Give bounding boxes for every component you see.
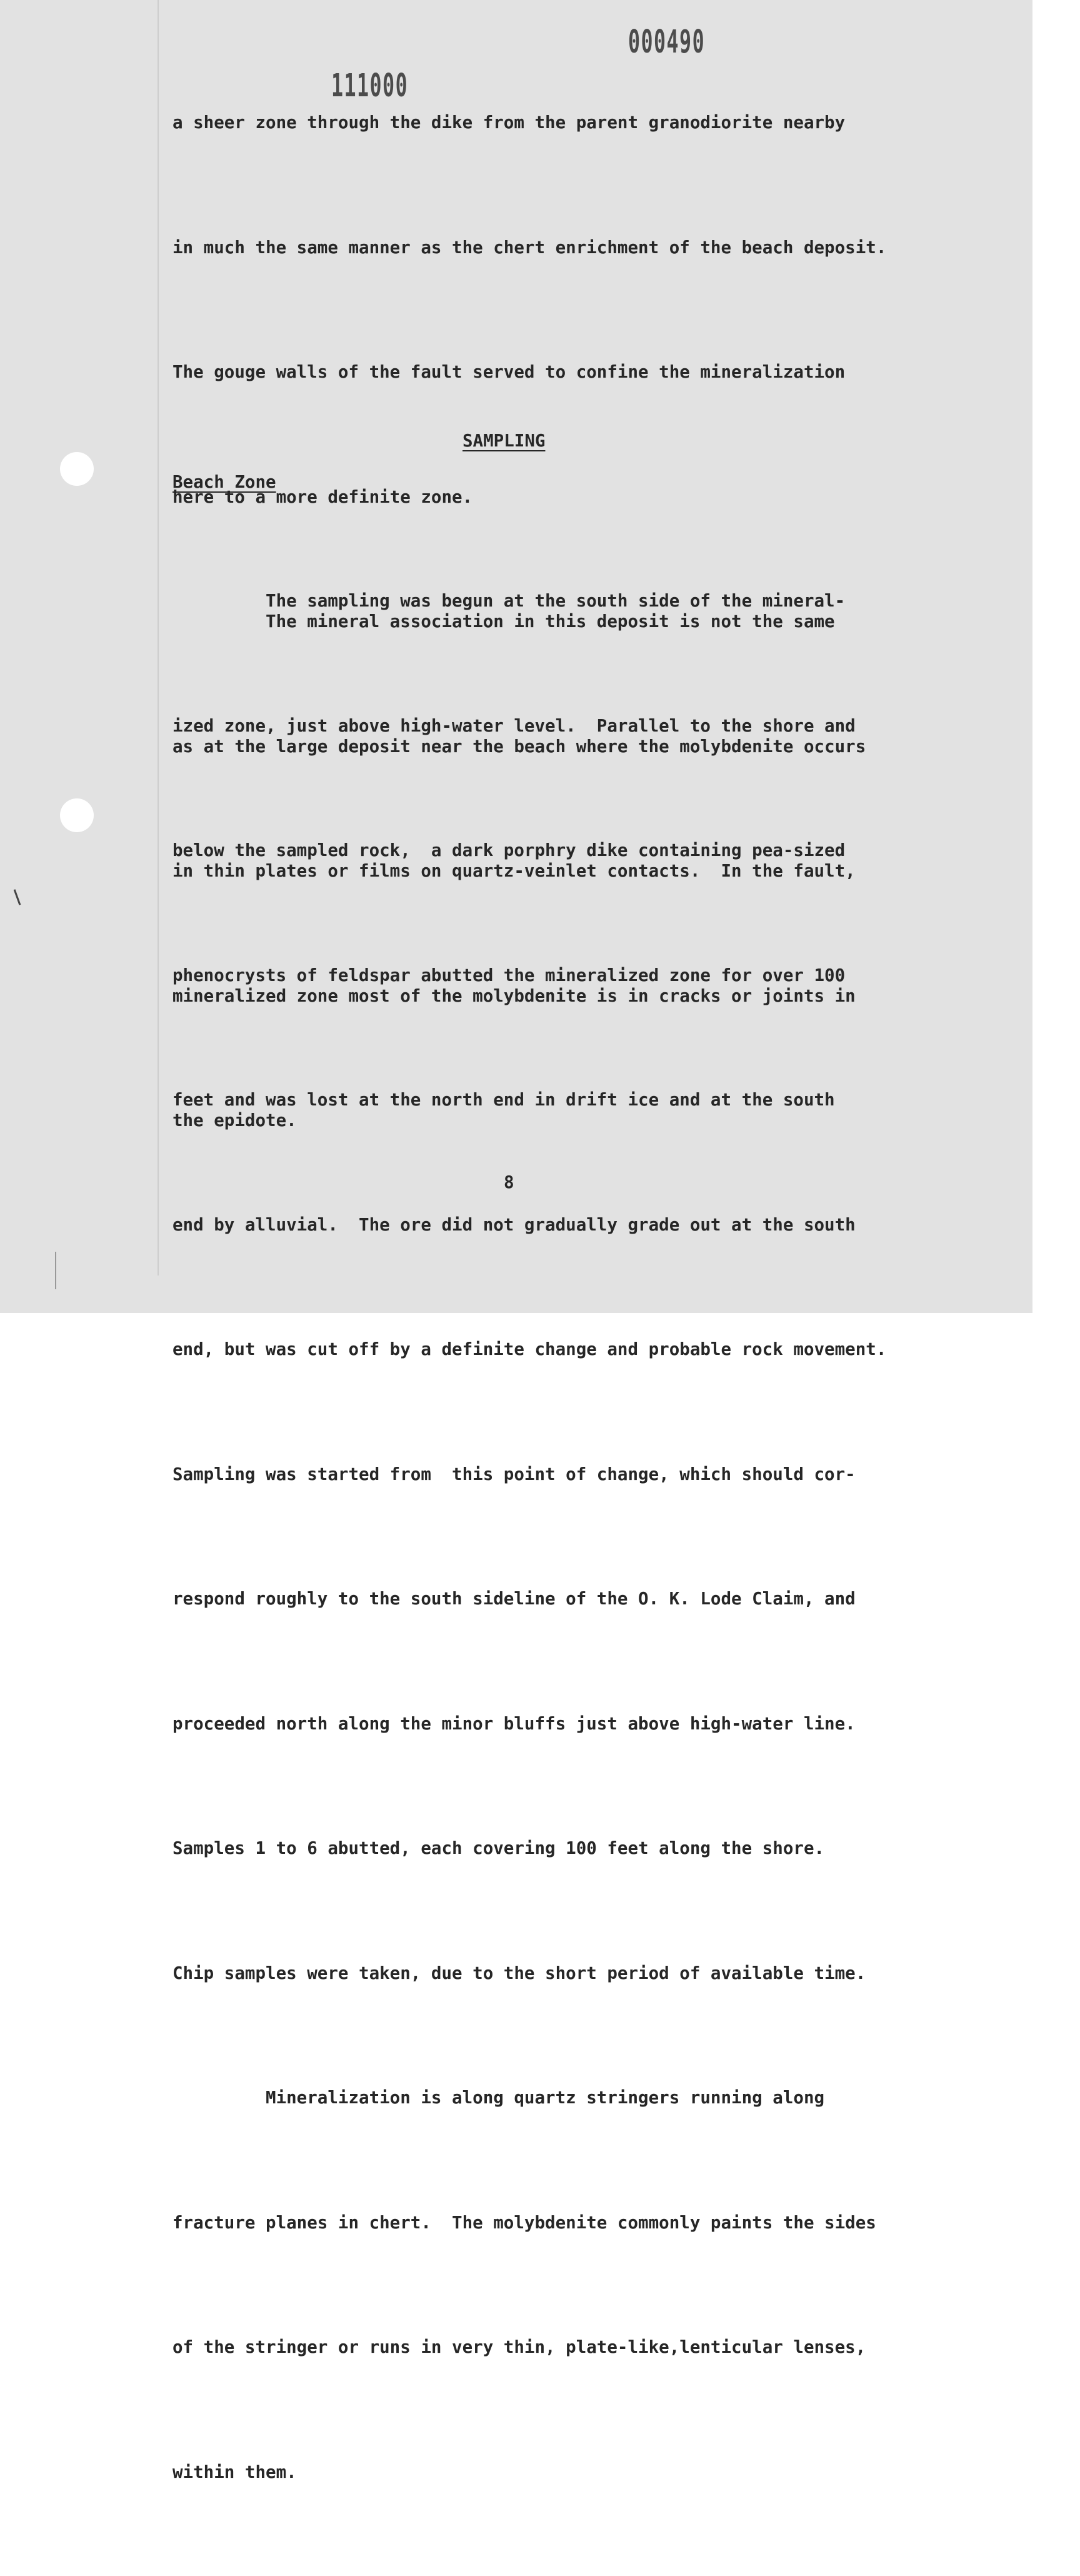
text-line: The mineral association in this deposit is not the same [172,611,835,631]
text-line: Samples 1 to 6 abutted, each covering 100 feet along the shore. [172,1838,825,1858]
body-text-bottom [172,497,886,2576]
document-stamp-overlay: 111000 [331,68,409,104]
text-line: Mineralization is along quartz stringers running along [172,2088,825,2108]
text-line: Sampling was started from this point of change, which should cor- [172,1464,856,1484]
subsection-heading: Beach Zone [172,472,276,492]
text-line: ized zone, just above high-water level. Parallel to the shore and [172,715,856,736]
text-line: here to a more definite zone. [172,486,473,507]
text-line: in thin plates or films on quartz-veinlet contacts. In the fault, [172,861,856,881]
text-line: feet and was lost at the north end in drift ice and at the south [172,1090,835,1110]
text-line: The gouge walls of the fault served to confine the mineralization [172,362,846,382]
sheet-edge-line [158,0,159,1275]
text-line: Chip samples were taken, due to the short period of available time. [172,1963,866,1983]
corner-mark [55,1252,56,1289]
text-line: a sheer zone through the dike from the parent granodiorite nearby [172,113,846,133]
text-line: proceeded north along the minor bluffs just above high-water line. [172,1713,856,1734]
text-line: mineralized zone most of the molybdenite is in cracks or joints in [172,985,856,1006]
text-line: within them. [172,2462,297,2482]
text-line: end, but was cut off by a definite change and probable rock movement. [172,1339,887,1359]
text-line: as at the large deposit near the beach where the molybdenite occurs [172,736,866,757]
punch-hole-top [60,452,94,486]
margin-mark [14,889,21,905]
section-heading: SAMPLING [462,431,546,451]
page-number: 8 [504,1172,514,1192]
text-line: fracture planes in chert. The molybdenite commonly paints the sides [172,2212,876,2233]
text-line: below the sampled rock, a dark porphry dike containing pea-sized [172,840,846,860]
document-stamp-number: 000490 [628,24,706,61]
text-line: end by alluvial. The ore did not gradually grade out at the south [172,1214,856,1235]
text-line: in much the same manner as the chert enrichment of the beach deposit. [172,237,887,258]
text-line: respond roughly to the south sideline of the O. K. Lode Claim, and [172,1589,856,1609]
text-line: phenocrysts of feldspar abutted the mineralized zone for over 100 [172,965,846,985]
text-line: The sampling was begun at the south side of the mineral- [172,591,846,611]
text-line: of the stringer or runs in very thin, plate-like,lenticular lenses, [172,2337,866,2357]
text-line: the epidote. [172,1110,297,1130]
punch-hole-bottom [60,798,94,832]
